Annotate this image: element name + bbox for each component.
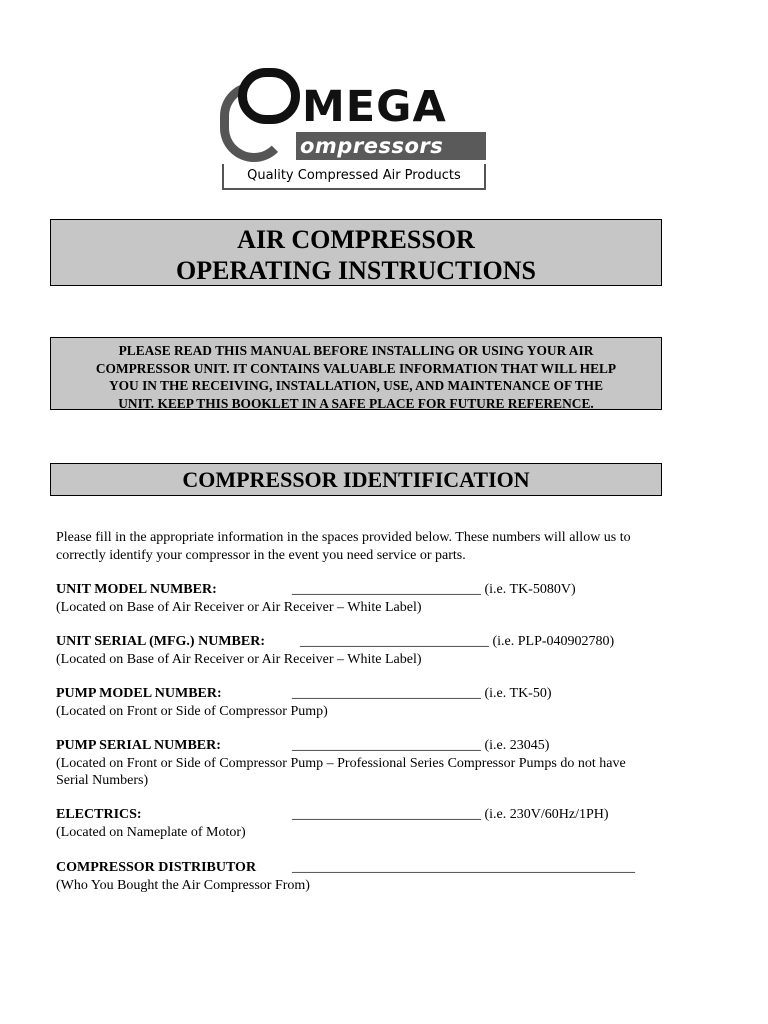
section-heading [50,463,662,496]
field-blank[interactable]: ___________________________ (i.e. 23045) [292,738,550,753]
logo-subtitle: ompressors [300,134,444,158]
notice-line-3: YOU IN THE RECEIVING, INSTALLATION, USE, AND MAINTENANCE OF THE [108,378,604,393]
field-label: ELECTRICS: [56,807,142,822]
field-note: (Located on Front or Side of Compressor Pump) [56,703,328,719]
title-line-2: OPERATING INSTRUCTIONS [176,256,536,285]
section-heading-text: COMPRESSOR IDENTIFICATION [182,467,530,492]
field-blank[interactable]: _________________________________________________ [292,860,635,875]
field-note: (Located on Base of Air Receiver or Air Receiver – White Label) [56,599,422,615]
read-manual-notice [50,337,662,410]
title-line-1: AIR COMPRESSOR [237,225,475,254]
logo-tagline: Quality Compressed Air Products [247,168,461,183]
field-label: UNIT SERIAL (MFG.) NUMBER: [56,634,265,649]
section-intro: Please fill in the appropriate information in the spaces provided below. These numbers will allow us to correctly identify your compressor in the event you need service or parts. [56,530,631,563]
document-title [50,219,662,286]
field-note: (Located on Base of Air Receiver or Air Receiver – White Label) [56,651,422,667]
field-blank[interactable]: ___________________________ (i.e. TK-50) [292,686,552,701]
omega-compressors-logo [218,64,490,194]
field-blank[interactable]: ___________________________ (i.e. PLP-040902780) [300,634,615,649]
field-label: PUMP MODEL NUMBER: [56,686,222,701]
notice-line-1: PLEASE READ THIS MANUAL BEFORE INSTALLING OR USING YOUR AIR [118,343,594,358]
field-label: PUMP SERIAL NUMBER: [56,738,221,753]
field-label: UNIT MODEL NUMBER: [56,582,217,597]
field-note: (Located on Front or Side of Compressor Pump – Professional Series Compressor Pumps do not have Serial Numbers) [56,755,626,788]
field-note: (Located on Nameplate of Motor) [56,824,246,840]
field-note: (Who You Bought the Air Compressor From) [56,877,310,893]
logo-o-ring [238,68,300,124]
field-blank[interactable]: ___________________________ (i.e. 230V/60Hz/1PH) [292,807,609,822]
field-blank[interactable]: ___________________________ (i.e. TK-5080V) [292,582,576,597]
field-label: COMPRESSOR DISTRIBUTOR [56,860,257,875]
logo-wordmark: MEGA [302,82,447,132]
notice-line-2: COMPRESSOR UNIT. IT CONTAINS VALUABLE INFORMATION THAT WILL HELP [95,360,617,376]
notice-line-4: UNIT. KEEP THIS BOOKLET IN A SAFE PLACE FOR FUTURE REFERENCE. [118,395,594,411]
